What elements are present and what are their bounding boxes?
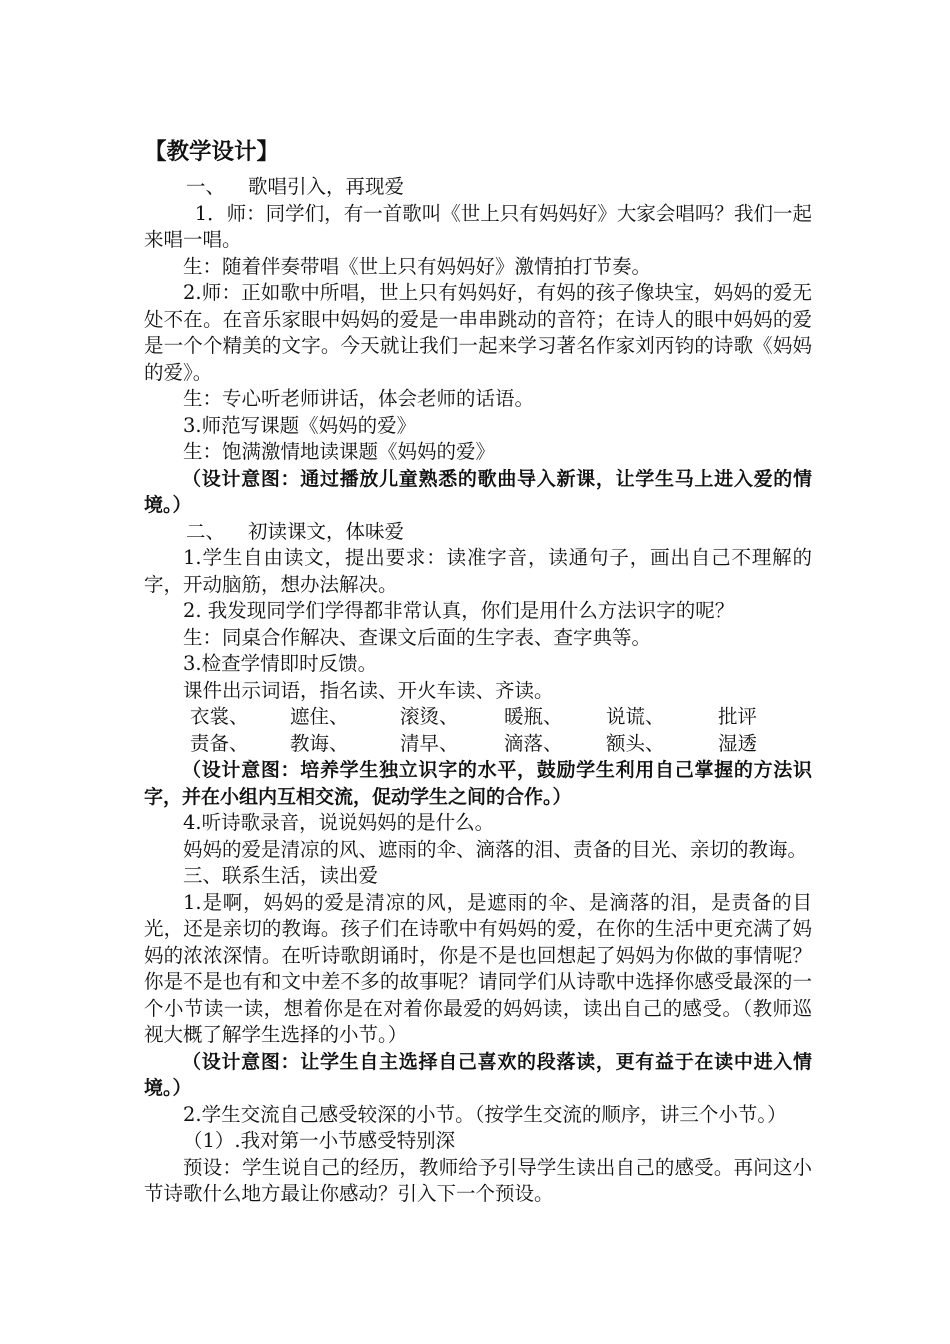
section-2-heading <box>144 519 812 546</box>
design-intent-1: （设计意图：通过播放儿童熟悉的歌曲导入新课，让学生马上进入爱的情境。） <box>144 467 812 516</box>
paragraph: 4.听诗歌录音，说说妈妈的是什么。 <box>183 811 495 834</box>
doc-title: 【教学设计】 <box>144 139 280 165</box>
vocab-word: 教诲、 <box>290 731 349 755</box>
paragraph: 2. 我发现同学们学得都非常认真，你们是用什么方法识字的呢？ <box>183 599 735 622</box>
paragraph: 2.师：正如歌中所唱，世上只有妈妈好，有妈的孩子像块宝，妈妈的爱无处不在。在音乐家眼中妈妈的爱是一串串跳动的音符；在诗人的眼中妈妈的爱是一个个精美的文字。今天就让我们一起来学习著名作家刘丙钧的诗歌《妈妈的爱》。 <box>144 281 812 384</box>
paragraph: 生：专心听老师讲话，体会老师的话语。 <box>183 387 535 410</box>
vocab-word: 衣裳、 <box>190 705 249 728</box>
paragraph: 1.学生自由读文，提出要求：读准字音，读通句子，画出自己不理解的字，开动脑筋，想办法解决。 <box>144 546 812 596</box>
vocab-row-1 <box>144 704 812 731</box>
vocab-word: 清早、 <box>400 731 459 755</box>
vocab-word: 滚烫、 <box>400 705 459 728</box>
vocab-word: 责备、 <box>190 731 249 755</box>
section-1-text: 歌唱引入，再现爱 <box>248 175 405 198</box>
paragraph: 1．师：同学们，有一首歌叫《世上只有妈妈好》大家会唱吗？我们一起来唱一唱。 <box>144 201 812 251</box>
paragraph: 3.师范写课题《妈妈的爱》 <box>183 413 417 437</box>
vocab-word: 批评 <box>718 705 758 728</box>
vocab-word: 暖瓶、 <box>504 705 563 728</box>
document-page <box>144 132 812 1208</box>
vocab-word: 遮住、 <box>290 705 349 728</box>
vocab-row-2 <box>144 731 812 758</box>
paragraph: （1）.我对第一小节感受特别深 <box>183 1129 456 1152</box>
paragraph: 生：同桌合作解决、查课文后面的生字表、查字典等。 <box>183 625 652 649</box>
paragraph: 生：随着伴奏带唱《世上只有妈妈好》激情拍打节奏。 <box>183 254 652 278</box>
paragraph: 妈妈的爱是清凉的风、遮雨的伞、滴落的泪、责备的目光、亲切的教诲。 <box>183 837 808 861</box>
section-1-heading <box>144 174 812 201</box>
paragraph: 2.学生交流自己感受较深的小节。（按学生交流的顺序，讲三个小节。） <box>183 1102 787 1126</box>
paragraph: 课件出示词语，指名读、开火车读、齐读。 <box>183 678 554 702</box>
vocab-word: 额头、 <box>606 731 665 755</box>
paragraph: 1.是啊，妈妈的爱是清凉的风，是遮雨的伞、是滴落的泪，是责备的目光，还是亲切的教诲。孩子们在诗歌中有妈妈的爱，在你的生活中更充满了妈妈的浓浓深情。在听诗歌朗诵时，你是不是也回想起了妈妈为你做的事情呢？你是不是也有和文中差不多的故事呢？请同学们从诗歌中选择你感受最深的一个小节读一读，想着你是在对着你最爱的妈妈读，读出自己的感受。（教师巡视大概了解学生选择的小节。） <box>144 890 812 1046</box>
section-1-label: 一、 <box>186 175 226 198</box>
section-2-label: 二、 <box>186 519 226 543</box>
paragraph: 3.检查学情即时反馈。 <box>183 652 378 675</box>
design-intent-3: （设计意图：让学生自主选择自己喜欢的段落读，更有益于在读中进入情境。） <box>144 1050 812 1099</box>
design-intent-2: （设计意图：培养学生独立识字的水平，鼓励学生利用自己掌握的方法识字，并在小组内互相交流，促动学生之间的合作。） <box>144 759 812 808</box>
paragraph: 预设：学生说自己的经历，教师给予引导学生读出自己的感受。再问这小节诗歌什么地方最让你感动？引入下一个预设。 <box>144 1155 812 1205</box>
vocab-word: 滴落、 <box>504 731 563 755</box>
vocab-word: 湿透 <box>718 731 758 755</box>
section-2-text: 初读课文，体味爱 <box>248 519 405 543</box>
vocab-word: 说谎、 <box>606 705 665 728</box>
paragraph: 生：饱满激情地读课题《妈妈的爱》 <box>183 440 496 463</box>
section-3-heading: 三、联系生活，读出爱 <box>183 864 379 887</box>
